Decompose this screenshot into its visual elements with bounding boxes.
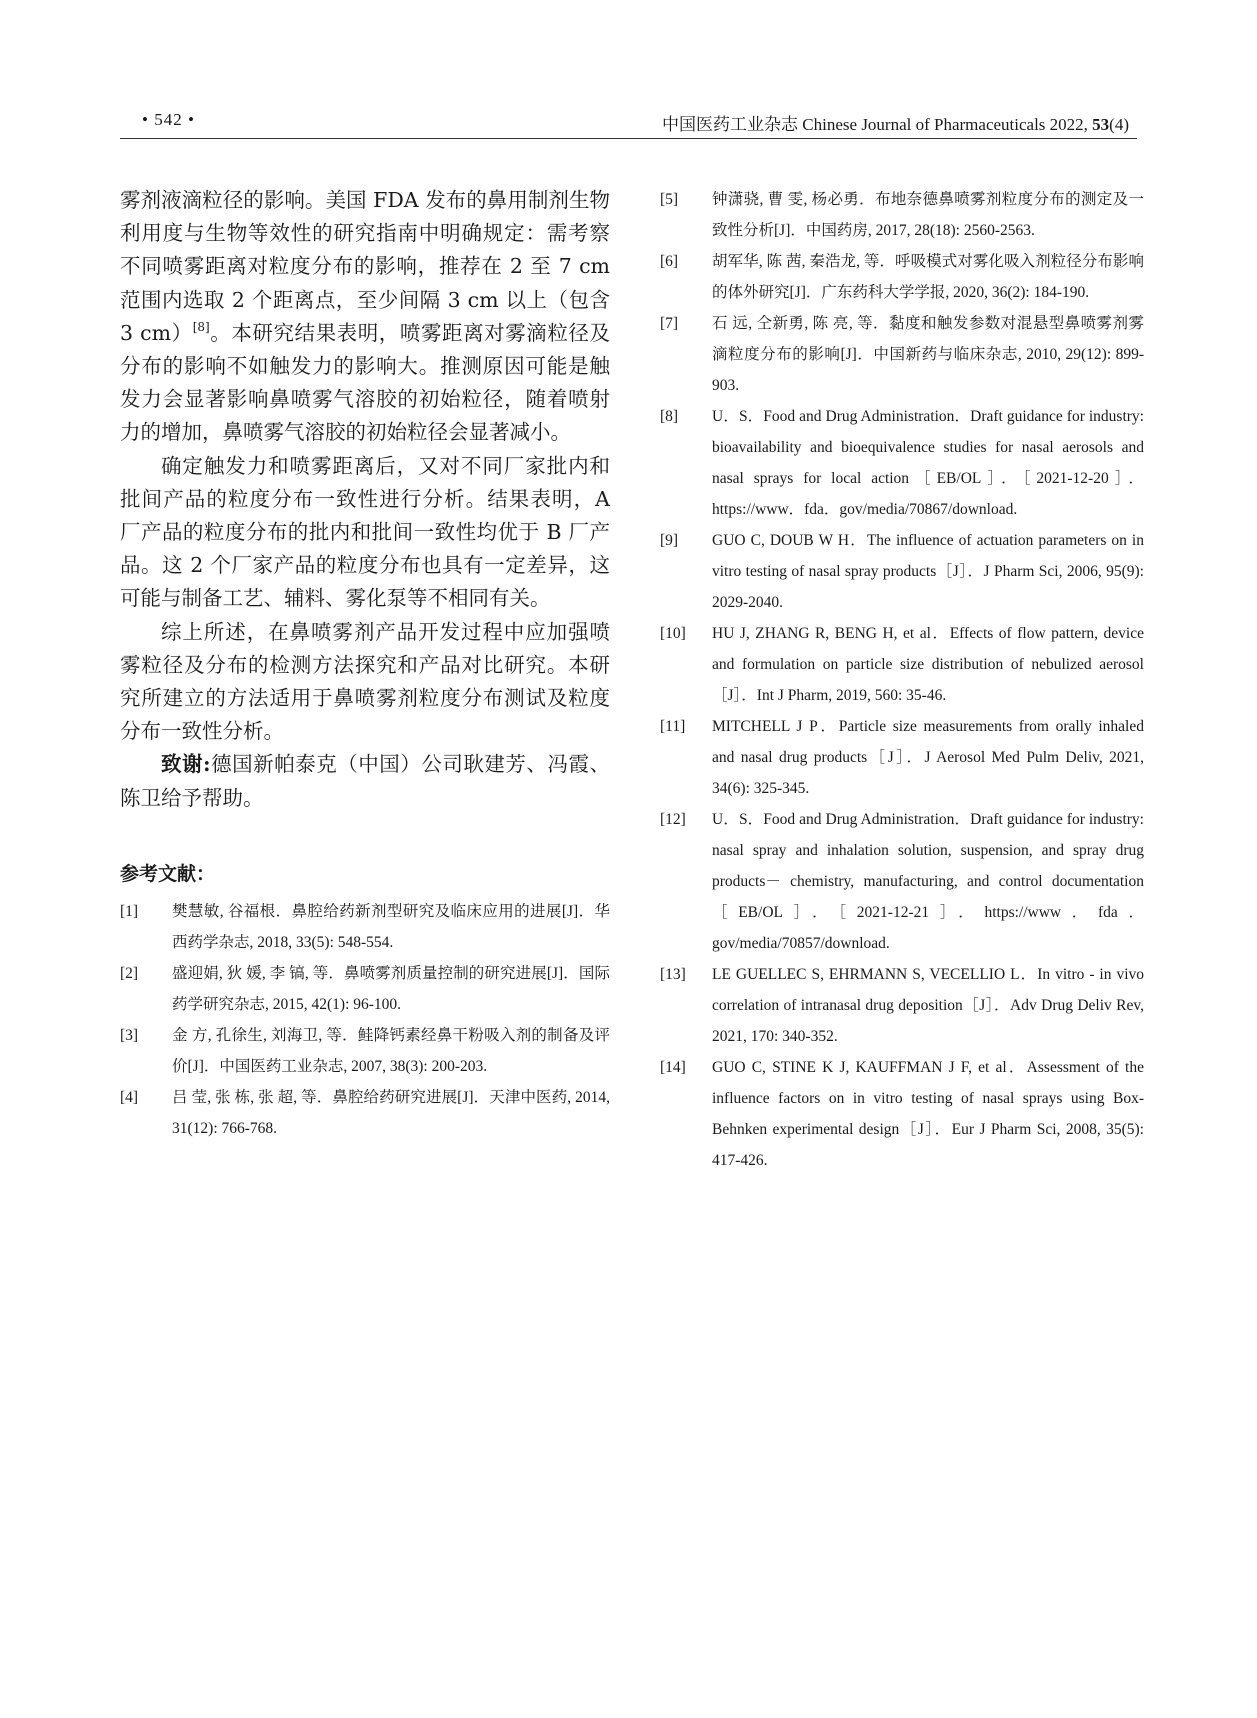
reference-text: GUO C, DOUB W H．The influence of actuation parameters on in vitro testing of nasal spray products［J］．J Pharm Sci, 2006, 95(9): 2029-2040. [712,532,1144,611]
reference-number: [1] [120,902,139,920]
journal-volume: 53 [1092,115,1110,134]
references-title: 参考文献： [120,862,216,885]
reference-text: LE GUELLEC S, EHRMANN S, VECELLIO L．In vitro - in vivo correlation of intranasal drug deposition［J］．Adv Drug Deliv Rev, 2021, 170: 340-352. [712,966,1144,1045]
reference-item [120,896,610,958]
reference-text: MITCHELL J P．Particle size measurements from orally inhaled and nasal drug products［J］．J Aerosol Med Pulm Deliv, 2021, 34(6): 325-345. [712,718,1144,797]
reference-number: [9] [660,532,679,549]
citation-8: [8] [192,319,210,334]
journal-citation [662,110,1129,135]
reference-number: [5] [660,191,679,208]
reference-number: [4] [120,1088,139,1106]
reference-item [120,1020,610,1082]
reference-text: 金 方, 孔徐生, 刘海卫, 等．鲑降钙素经鼻干粉吸入剂的制备及评价[J]．中国医药工业杂志, 2007, 38(3): 200-203. [172,1026,610,1075]
reference-text: 樊慧敏, 谷福根．鼻腔给药新剂型研究及临床应用的进展[J]．华西药学杂志, 2018, 33(5): 548-554. [172,902,610,951]
reference-number: [3] [120,1026,139,1044]
journal-issue: (4) [1109,115,1129,134]
paragraph-1-rest: 。本研究结果表明，喷雾距离对雾滴粒径及分布的影响不如触发力的影响大。推测原因可能是触发力会显著影响鼻喷雾气溶胶的初始粒径，随着喷射力的增加，鼻喷雾气溶胶的初始粒径会显著减小。 [120,320,610,445]
reference-text: 盛迎娟, 狄 媛, 李 镐, 等．鼻喷雾剂质量控制的研究进展[J]．国际药学研究杂志, 2015, 42(1): 96-100. [172,964,610,1013]
reference-number: [8] [660,408,679,425]
reference-number: [6] [660,253,679,270]
reference-text: 吕 莹, 张 栋, 张 超, 等．鼻腔给药研究进展[J]．天津中医药, 2014, 31(12): 766-768. [172,1088,610,1137]
paragraph-1-text: 雾剂液滴粒径的影响。美国 FDA 发布的鼻用制剂生物利用度与生物等效性的研究指南中明确规定：需考察不同喷雾距离对粒度分布的影响，推荐在 2 至 7 cm 范围内选取 2 个距离点，至少间隔 3 cm 以上（包含 3 cm） [120,188,610,345]
reference-text: HU J, ZHANG R, BENG H, et al．Effects of flow pattern, device and formulation on particle size distribution of nebulized aerosol［J］．Int J Pharm, 2019, 560: 35-46. [712,625,1144,704]
running-header [120,108,1137,139]
reference-text: 钟潇骁, 曹 雯, 杨必勇．布地奈德鼻喷雾剂粒度分布的测定及一致性分析[J]．中国药房, 2017, 28(18): 2560-2563. [712,191,1144,239]
reference-item [660,184,1144,246]
body-text [120,184,610,815]
reference-item [120,1082,610,1144]
reference-item [660,246,1144,308]
journal-name-zh: 中国医药工业杂志 [662,115,799,134]
paragraph-2: 确定触发力和喷雾距离后，又对不同厂家批内和批间产品的粒度分布一致性进行分析。结果表明，A 厂产品的粒度分布的批内和批间一致性均优于 B 厂产品。这 2 个厂家产品的粒度分布也具有一定差异，这可能与制备工艺、辅料、雾化泵等不相同有关。 [120,453,610,611]
reference-item [660,959,1144,1052]
reference-number: [12] [660,811,686,828]
reference-number: [11] [660,718,686,735]
ack-text: 德国新帕泰克（中国）公司耿建芳、冯霞、陈卫给予帮助。 [120,752,610,810]
reference-item [660,711,1144,804]
reference-text: U．S．Food and Drug Administration．Draft guidance for industry: nasal spray and inhalation solution, suspension, and spray drug products－ chemistry, manufacturing, and control documentation［EB/OL］．［2021-12-21］．https://www．fda．gov/media/70857/download. [712,811,1144,952]
reference-item [660,525,1144,618]
left-column [120,184,610,1144]
ack-label: 致谢: [161,752,211,777]
reference-item [660,401,1144,525]
reference-text: U．S．Food and Drug Administration．Draft guidance for industry: bioavailability and bioequivalence studies for nasal aerosols and nasal sprays for local action［EB/OL］．［2021-12-20］．https://www．fda．gov/media/70867/download. [712,408,1144,518]
reference-item [660,308,1144,401]
right-column [660,184,1144,1176]
reference-number: [7] [660,315,679,332]
paragraph-1 [120,184,610,450]
reference-number: [13] [660,966,686,983]
reference-text: GUO C, STINE K J, KAUFFMAN J F, et al．Assessment of the influence factors on in vitro testing of nasal sprays using Box-Behnken experimental design［J］．Eur J Pharm Sci, 2008, 35(5): 417-426. [712,1059,1144,1169]
reference-item [660,804,1144,959]
reference-text: 石 远, 仝新勇, 陈 亮, 等．黏度和触发参数对混悬型鼻喷雾剂雾滴粒度分布的影响[J]．中国新药与临床杂志, 2010, 29(12): 899-903. [712,315,1144,394]
reference-number: [14] [660,1059,686,1076]
journal-name-en: Chinese Journal of Pharmaceuticals 2022, [802,115,1093,134]
reference-item [660,618,1144,711]
reference-item [120,958,610,1020]
reference-text: 胡军华, 陈 茜, 秦浩龙, 等．呼吸模式对雾化吸入剂粒径分布影响的体外研究[J]．广东药科大学学报, 2020, 36(2): 184-190. [712,253,1144,301]
paragraph-3: 综上所述，在鼻喷雾剂产品开发过程中应加强喷雾粒径及分布的检测方法探究和产品对比研究。本研究所建立的方法适用于鼻喷雾剂粒度分布测试及粒度分布一致性分析。 [120,619,610,744]
page-number: • 542 • [142,110,195,129]
reference-number: [2] [120,964,139,982]
reference-item [660,1052,1144,1176]
acknowledgement [120,748,610,814]
reference-number: [10] [660,625,686,642]
